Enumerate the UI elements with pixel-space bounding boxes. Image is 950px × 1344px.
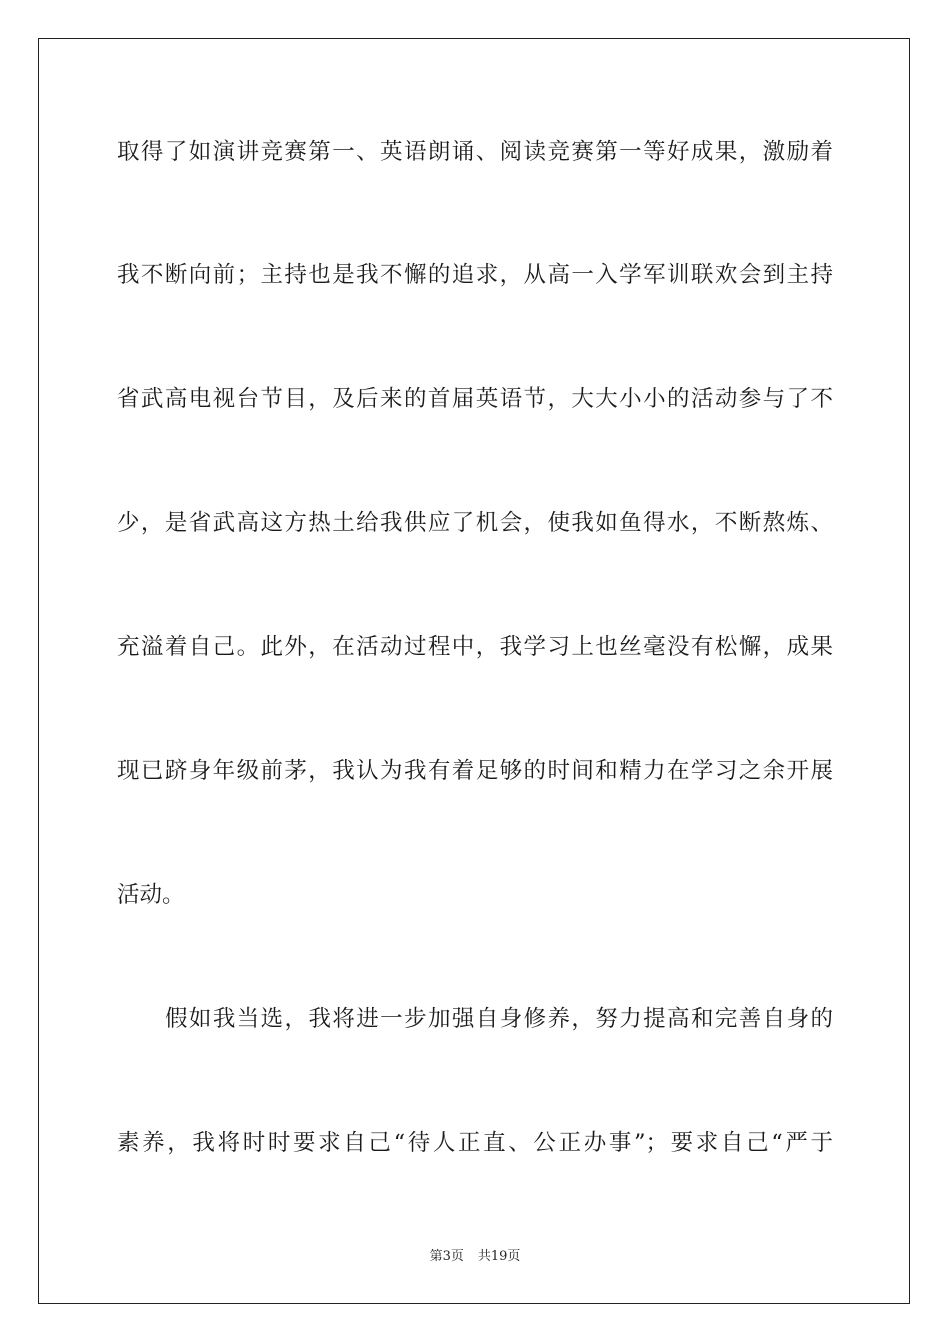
page-border xyxy=(38,38,910,1304)
page-footer xyxy=(0,1248,950,1266)
body-text-line: 充溢着自己。此外，在活动过程中，我学习上也丝毫没有松懈，成果 xyxy=(117,634,833,660)
body-text-line: 现已跻身年级前茅，我认为我有着足够的时间和精力在学习之余开展 xyxy=(117,758,833,784)
body-text-line: 取得了如演讲竞赛第一、英语朗诵、阅读竞赛第一等好成果，激励着 xyxy=(117,139,833,165)
body-text-line: 假如我当选，我将进一步加强自身修养，努力提高和完善自身的 xyxy=(165,1006,833,1032)
page-number: 第3页 xyxy=(429,1249,464,1264)
body-text-line: 我不断向前；主持也是我不懈的追求，从高一入学军训联欢会到主持 xyxy=(117,262,833,288)
body-text-line: 活动。 xyxy=(117,882,185,908)
body-text-line: 素养，我将时时要求自己“待人正直、公正办事”；要求自己“严于 xyxy=(117,1130,833,1156)
body-text-line: 省武高电视台节目，及后来的首届英语节，大大小小的活动参与了不 xyxy=(117,386,833,412)
page-total: 共19页 xyxy=(477,1249,521,1264)
body-text-line: 少，是省武高这方热土给我供应了机会，使我如鱼得水，不断熬炼、 xyxy=(117,510,833,536)
